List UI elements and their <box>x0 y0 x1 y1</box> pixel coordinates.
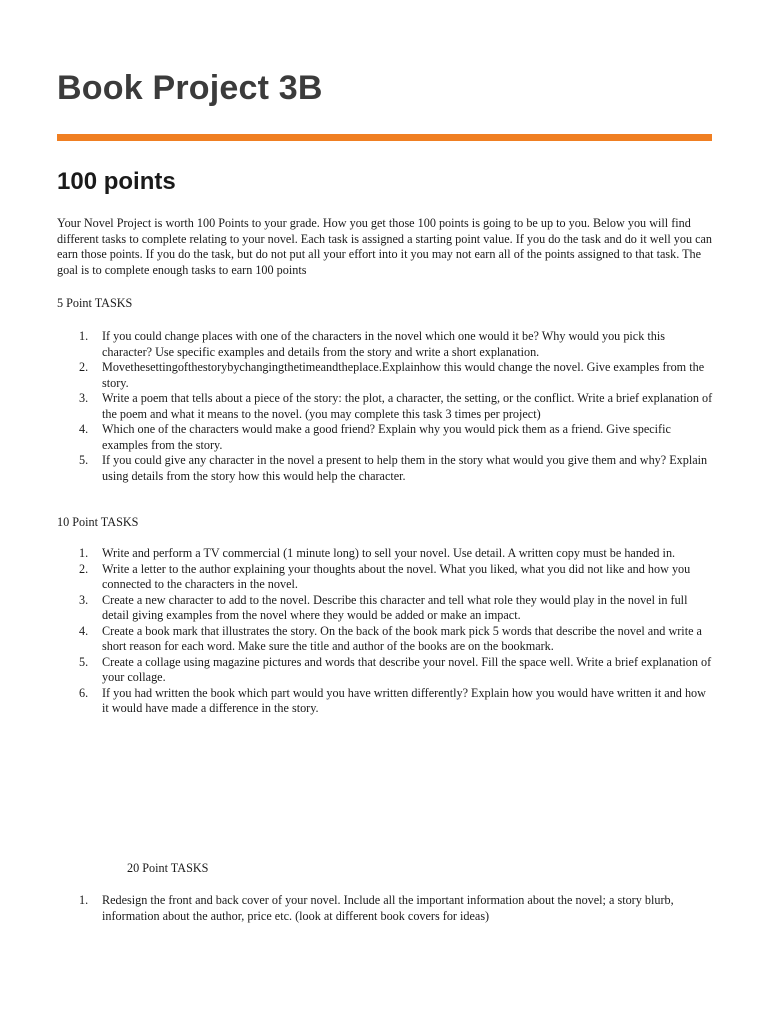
list-item <box>57 546 715 562</box>
item-number: 1. <box>79 329 89 343</box>
list-item <box>57 329 715 360</box>
list-item <box>57 453 715 484</box>
task-list-10-point <box>57 546 715 717</box>
list-item <box>57 593 715 624</box>
item-text: If you had written the book which part would you have written differently? Explain how you would have written it and how it would have made a difference in the story. <box>102 685 706 715</box>
item-number: 5. <box>79 654 89 669</box>
intro-paragraph: Your Novel Project is worth 100 Points to your grade. How you get those 100 points is going to be up to you. Below you will find different tasks to complete relating to your novel. Each task is assigned a starting point value. If you do the task and do it well you can earn those points. If you do the task, but do not put all your effort into it you may not earn all of the points assigned to that task. The goal is to complete enough tasks to earn 100 points <box>57 216 713 277</box>
item-text: Create a book mark that illustrates the story. On the back of the book mark pick 5 words that describe the novel and write a short reason for each word. Make sure the title and author of the books are on the bookmark. <box>102 623 702 653</box>
item-text: If you could change places with one of the characters in the novel which one would it be? Why would you pick this character? Use specific examples and details from the story and write a short explanation. <box>102 329 665 359</box>
item-number: 2. <box>79 561 89 576</box>
item-text: Movethesettingofthestorybychangingthetimeandtheplace.Explainhow this would change the novel. Give examples from the story. <box>102 360 705 390</box>
item-number: 2. <box>79 360 89 374</box>
item-number: 4. <box>79 623 89 638</box>
item-text: Which one of the characters would make a good friend? Explain why you would pick them as a friend. Give specific examples from the story. <box>102 422 671 452</box>
points-heading: 100 points <box>57 168 176 195</box>
list-item <box>57 624 715 655</box>
list-item <box>57 360 715 391</box>
item-text: Write a letter to the author explaining your thoughts about the novel. What you liked, what you did not like and how you connected to the characters in the novel. <box>102 561 691 591</box>
accent-divider <box>57 134 712 141</box>
item-number: 3. <box>79 391 89 405</box>
item-number: 1. <box>79 546 89 560</box>
list-item <box>57 562 715 593</box>
list-item <box>57 391 715 422</box>
item-text: Redesign the front and back cover of your novel. Include all the important information about the novel; a story blurb, information about the author, price etc. (look at different book covers for ideas) <box>102 893 674 923</box>
list-item <box>57 655 715 686</box>
section-heading-10-point: 10 Point TASKS <box>57 515 139 529</box>
list-item <box>57 422 715 453</box>
item-number: 1. <box>79 893 89 907</box>
item-text: Write a poem that tells about a piece of the story: the plot, a character, the setting, or the conflict. Write a brief explanation of the poem and what it means to the novel. (you may complete this task 3 times per project) <box>102 391 713 421</box>
section-heading-20-point: 20 Point TASKS <box>127 861 209 875</box>
task-list-20-point <box>57 893 715 924</box>
item-number: 6. <box>79 685 89 700</box>
section-heading-5-point: 5 Point TASKS <box>57 296 133 310</box>
item-number: 5. <box>79 453 89 467</box>
item-number: 4. <box>79 422 89 436</box>
item-text: Write and perform a TV commercial (1 minute long) to sell your novel. Use detail. A written copy must be handed in. <box>102 546 676 560</box>
task-list-5-point <box>57 329 715 484</box>
page-title: Book Project 3B <box>57 69 323 107</box>
list-item <box>57 686 715 717</box>
item-text: Create a new character to add to the novel. Describe this character and tell what role they would play in the novel in full detail giving examples from the novel where they would be added or make an impact. <box>102 592 688 622</box>
item-number: 3. <box>79 592 89 607</box>
item-text: If you could give any character in the novel a present to help them in the story what would you give them and why? Explain using details from the story how this would help the character. <box>102 453 708 483</box>
list-item <box>57 893 715 924</box>
item-text: Create a collage using magazine pictures and words that describe your novel. Fill the space well. Write a brief explanation of your collage. <box>102 654 712 684</box>
